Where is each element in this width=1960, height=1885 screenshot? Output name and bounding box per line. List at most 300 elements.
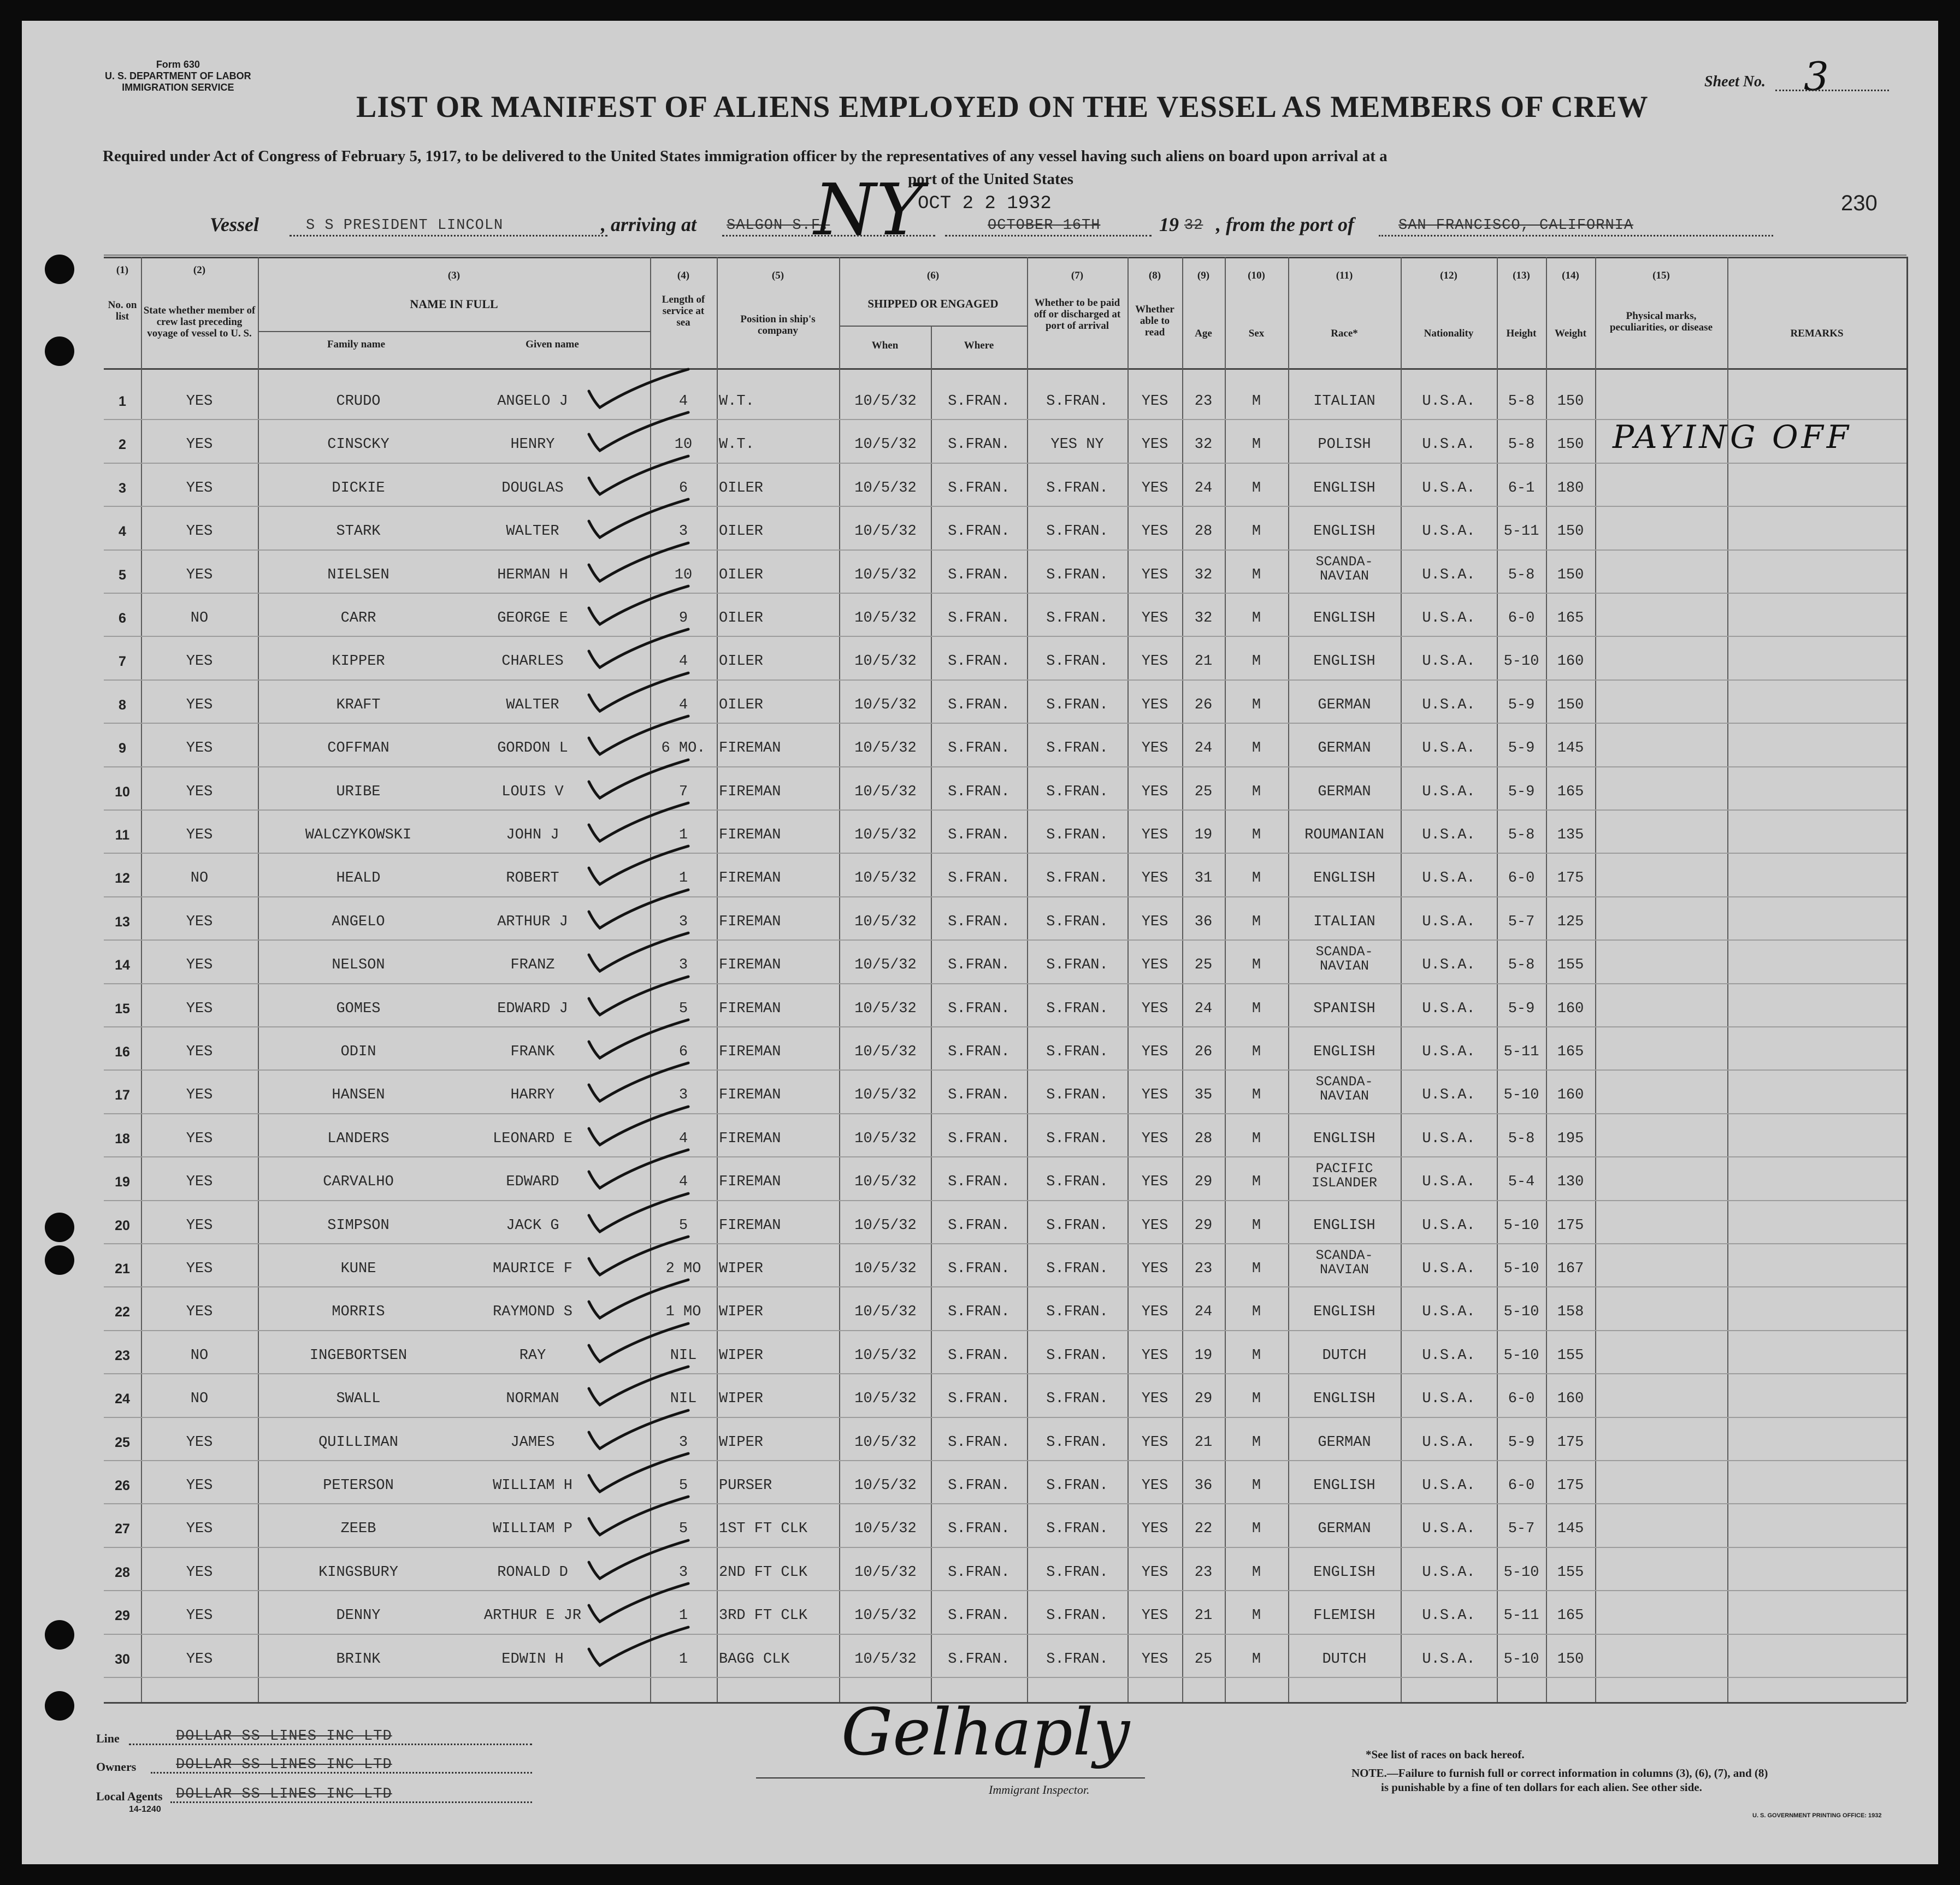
cell-family: KRAFT <box>336 696 381 713</box>
cell-service: NIL <box>670 1391 697 1408</box>
cell-position: OILER <box>719 566 764 583</box>
cell-service: 4 <box>678 696 688 713</box>
cell-service: 10 <box>674 566 693 583</box>
cell-service: 1 MO <box>665 1304 701 1321</box>
cell-height: 6-0 <box>1508 610 1535 627</box>
col4-number: (4) <box>677 270 690 281</box>
cell-position: FIREMAN <box>719 1000 781 1017</box>
cell-given: WILLIAM H <box>493 1478 572 1494</box>
cell-no: 24 <box>115 1391 130 1407</box>
cell-age: 21 <box>1194 1608 1213 1624</box>
cell-age: 32 <box>1194 436 1213 453</box>
cell-weight: 145 <box>1557 740 1584 757</box>
cell-height: 5-11 <box>1503 523 1539 540</box>
cell-prev: NO <box>190 610 209 627</box>
from-port-label: , from the port of <box>1216 214 1355 235</box>
cell-read: YES <box>1141 480 1168 497</box>
cell-read: YES <box>1141 1347 1168 1364</box>
cell-position: FIREMAN <box>719 783 781 800</box>
cell-given: LOUIS V <box>501 783 564 800</box>
col6-title: SHIPPED OR ENGAGED <box>867 297 999 310</box>
cell-race: ROUMANIAN <box>1304 827 1384 843</box>
cell-paid: S.FRAN. <box>1046 1434 1108 1451</box>
cell-height: 5-4 <box>1508 1174 1535 1191</box>
cell-service: 3 <box>678 957 688 974</box>
cell-age: 36 <box>1194 1478 1213 1494</box>
cell-family: HEALD <box>336 870 381 887</box>
cell-where: S.FRAN. <box>948 1608 1010 1624</box>
cell-age: 23 <box>1194 1564 1213 1581</box>
cell-position: W.T. <box>719 393 754 410</box>
cell-race: SCANDA- NAVIAN <box>1315 944 1373 974</box>
cell-read: YES <box>1141 740 1168 757</box>
cell-where: S.FRAN. <box>948 1044 1010 1060</box>
cell-service: 5 <box>678 1478 688 1494</box>
cell-race: ENGLISH <box>1313 1217 1375 1234</box>
cell-race: ENGLISH <box>1313 1478 1375 1494</box>
cell-age: 24 <box>1194 1000 1213 1017</box>
cell-age: 24 <box>1194 480 1213 497</box>
remarks-title: REMARKS <box>1790 328 1844 339</box>
cell-weight: 165 <box>1557 610 1584 627</box>
cell-weight: 175 <box>1557 870 1584 887</box>
cell-read: YES <box>1141 1304 1168 1321</box>
cell-paid: S.FRAN. <box>1046 740 1108 757</box>
cell-given: HERMAN H <box>497 566 568 583</box>
printing-office: U. S. GOVERNMENT PRINTING OFFICE: 1932 <box>1752 1812 1882 1819</box>
cell-race: ENGLISH <box>1313 1564 1375 1581</box>
cell-when: 10/5/32 <box>854 523 917 540</box>
cell-race: ENGLISH <box>1313 1044 1375 1060</box>
cell-position: FIREMAN <box>719 1217 781 1234</box>
cell-where: S.FRAN. <box>948 480 1010 497</box>
cell-given: GORDON L <box>497 740 568 757</box>
col3-given-name: Given name <box>526 339 579 350</box>
cell-paid: S.FRAN. <box>1046 1304 1108 1321</box>
cell-paid: S.FRAN. <box>1046 1217 1108 1234</box>
col2-number: (2) <box>193 264 206 276</box>
cell-sex: M <box>1251 480 1261 497</box>
cell-read: YES <box>1141 827 1168 843</box>
cell-service: 3 <box>678 1564 688 1581</box>
cell-when: 10/5/32 <box>854 1521 917 1538</box>
cell-position: WIPER <box>719 1434 764 1451</box>
cell-paid: S.FRAN. <box>1046 1608 1108 1624</box>
cell-weight: 130 <box>1557 1174 1584 1191</box>
cell-service: 3 <box>678 523 688 540</box>
cell-no: 26 <box>115 1478 130 1493</box>
cell-position: OILER <box>719 480 764 497</box>
cell-service: NIL <box>670 1347 697 1364</box>
subtitle-line-1: Required under Act of Congress of February 5, 1917, to be delivered to the United States immigration officer by the representatives of any vessel having such aliens on board upon arrival at a <box>103 147 1388 165</box>
cell-read: YES <box>1141 566 1168 583</box>
col10-title: Sex <box>1248 328 1265 339</box>
cell-service: 5 <box>678 1000 688 1017</box>
cell-paid: S.FRAN. <box>1046 827 1108 843</box>
cell-read: YES <box>1141 1651 1168 1668</box>
cell-family: CRUDO <box>336 393 381 410</box>
cell-given: RAYMOND S <box>493 1304 572 1321</box>
cell-nationality: U.S.A. <box>1422 653 1475 670</box>
cell-where: S.FRAN. <box>948 566 1010 583</box>
cell-nationality: U.S.A. <box>1422 783 1475 800</box>
cell-race: SPANISH <box>1313 1000 1375 1017</box>
cell-sex: M <box>1251 653 1261 670</box>
cell-height: 5-10 <box>1503 1347 1539 1364</box>
cell-where: S.FRAN. <box>948 1391 1010 1408</box>
cell-age: 22 <box>1194 1521 1213 1538</box>
cell-nationality: U.S.A. <box>1422 740 1475 757</box>
cell-paid: S.FRAN. <box>1046 566 1108 583</box>
cell-where: S.FRAN. <box>948 740 1010 757</box>
cell-paid: S.FRAN. <box>1046 1651 1108 1668</box>
cell-no: 29 <box>115 1608 130 1624</box>
cell-read: YES <box>1141 783 1168 800</box>
cell-age: 29 <box>1194 1391 1213 1408</box>
cell-where: S.FRAN. <box>948 1434 1010 1451</box>
cell-nationality: U.S.A. <box>1422 1434 1475 1451</box>
cell-sex: M <box>1251 1347 1261 1364</box>
cell-weight: 165 <box>1557 1044 1584 1060</box>
cell-age: 29 <box>1194 1217 1213 1234</box>
cell-given: RAY <box>519 1347 546 1364</box>
cell-service: 1 <box>678 870 688 887</box>
cell-nationality: U.S.A. <box>1422 1044 1475 1060</box>
cell-sex: M <box>1251 870 1261 887</box>
cell-family: QUILLIMAN <box>318 1434 398 1451</box>
cell-nationality: U.S.A. <box>1422 1261 1475 1277</box>
cell-service: 10 <box>674 436 693 453</box>
cell-when: 10/5/32 <box>854 1304 917 1321</box>
cell-position: FIREMAN <box>719 957 781 974</box>
cell-race: GERMAN <box>1318 740 1371 757</box>
cell-where: S.FRAN. <box>948 827 1010 843</box>
cell-sex: M <box>1251 1217 1261 1234</box>
cell-read: YES <box>1141 1087 1168 1104</box>
cell-prev: YES <box>186 436 213 453</box>
col13-number: (13) <box>1513 270 1530 281</box>
cell-sex: M <box>1251 827 1261 843</box>
cell-no: 20 <box>115 1218 130 1233</box>
cell-race: DUTCH <box>1322 1651 1367 1668</box>
cell-read: YES <box>1141 913 1168 930</box>
cell-service: 3 <box>678 1434 688 1451</box>
cell-family: INGEBORTSEN <box>309 1347 408 1364</box>
cell-age: 25 <box>1194 1651 1213 1668</box>
col6-when: When <box>871 340 899 351</box>
cell-position: WIPER <box>719 1347 764 1364</box>
cell-position: OILER <box>719 653 764 670</box>
cell-read: YES <box>1141 1521 1168 1538</box>
cell-service: 3 <box>678 913 688 930</box>
inspector-label: Immigrant Inspector. <box>989 1783 1090 1797</box>
cell-race: SCANDA- NAVIAN <box>1315 1074 1373 1104</box>
col6-number: (6) <box>926 270 940 281</box>
cell-weight: 165 <box>1557 783 1584 800</box>
cell-where: S.FRAN. <box>948 1478 1010 1494</box>
cell-prev: YES <box>186 523 213 540</box>
punch-hole <box>45 1691 74 1721</box>
cell-when: 10/5/32 <box>854 1130 917 1147</box>
cell-where: S.FRAN. <box>948 436 1010 453</box>
cell-when: 10/5/32 <box>854 1651 917 1668</box>
cell-read: YES <box>1141 1391 1168 1408</box>
cell-service: 9 <box>678 610 688 627</box>
cell-race: ENGLISH <box>1313 480 1375 497</box>
cell-when: 10/5/32 <box>854 913 917 930</box>
cell-prev: YES <box>186 480 213 497</box>
cell-sex: M <box>1251 1434 1261 1451</box>
cell-position: OILER <box>719 523 764 540</box>
cell-weight: 160 <box>1557 1087 1584 1104</box>
cell-given: FRANZ <box>510 957 555 974</box>
cell-race: ENGLISH <box>1313 1304 1375 1321</box>
cell-prev: YES <box>186 1651 213 1668</box>
col2-title: State whether member of crew last preceding voyage of vessel to U. S. <box>143 305 256 339</box>
cell-given: JAMES <box>510 1434 555 1451</box>
cell-height: 5-7 <box>1508 1521 1535 1538</box>
cell-prev: YES <box>186 957 213 974</box>
cell-service: 4 <box>678 1174 688 1191</box>
cell-nationality: U.S.A. <box>1422 1651 1475 1668</box>
col5-number: (5) <box>771 270 784 281</box>
cell-no: 14 <box>115 958 130 973</box>
cell-family: SWALL <box>336 1391 381 1408</box>
cell-family: ANGELO <box>332 913 385 930</box>
cell-weight: 175 <box>1557 1217 1584 1234</box>
inspector-signature: Gelhaply <box>841 1694 1130 1770</box>
cell-given: CHARLES <box>501 653 564 670</box>
cell-where: S.FRAN. <box>948 610 1010 627</box>
cell-paid: S.FRAN. <box>1046 957 1108 974</box>
cell-nationality: U.S.A. <box>1422 523 1475 540</box>
sheet-number-label: Sheet No. <box>1704 73 1766 90</box>
cell-given: WILLIAM P <box>493 1521 572 1538</box>
cell-weight: 167 <box>1557 1261 1584 1277</box>
cell-where: S.FRAN. <box>948 393 1010 410</box>
cell-no: 7 <box>119 654 126 670</box>
cell-family: KUNE <box>340 1261 376 1277</box>
cell-family: ODIN <box>340 1044 376 1060</box>
cell-weight: 180 <box>1557 480 1584 497</box>
cell-race: DUTCH <box>1322 1347 1367 1364</box>
cell-family: HANSEN <box>332 1087 385 1104</box>
cell-age: 25 <box>1194 957 1213 974</box>
cell-service: 2 MO <box>665 1261 701 1277</box>
cell-paid: S.FRAN. <box>1046 913 1108 930</box>
cell-height: 5-11 <box>1503 1608 1539 1624</box>
cell-service: 6 MO. <box>661 740 706 757</box>
cell-position: FIREMAN <box>719 870 781 887</box>
col9-title: Age <box>1195 328 1212 339</box>
cell-no: 25 <box>115 1434 130 1450</box>
cell-position: FIREMAN <box>719 913 781 930</box>
cell-sex: M <box>1251 1564 1261 1581</box>
col5-title: Position in ship's company <box>740 314 816 336</box>
cell-paid: S.FRAN. <box>1046 1478 1108 1494</box>
cell-age: 35 <box>1194 1087 1213 1104</box>
cell-no: 15 <box>115 1001 130 1017</box>
cell-prev: YES <box>186 1521 213 1538</box>
cell-no: 4 <box>119 524 126 540</box>
cell-weight: 135 <box>1557 827 1584 843</box>
agents-value: DOLLAR SS LINES INC LTD <box>176 1786 392 1803</box>
cell-height: 6-0 <box>1508 1391 1535 1408</box>
cell-family: CARVALHO <box>323 1174 394 1191</box>
service-name: IMMIGRATION SERVICE <box>122 82 234 93</box>
col11-number: (11) <box>1336 270 1353 281</box>
cell-family: DENNY <box>336 1608 381 1624</box>
cell-given: ARTHUR J <box>497 913 568 930</box>
owners-value: DOLLAR SS LINES INC LTD <box>176 1757 392 1773</box>
cell-given: ROBERT <box>506 870 559 887</box>
cell-service: 1 <box>678 827 688 843</box>
cell-nationality: U.S.A. <box>1422 696 1475 713</box>
cell-age: 23 <box>1194 1261 1213 1277</box>
cell-family: STARK <box>336 523 381 540</box>
cell-service: 4 <box>678 653 688 670</box>
cell-prev: YES <box>186 1174 213 1191</box>
cell-height: 5-9 <box>1508 696 1535 713</box>
cell-race: GERMAN <box>1318 1521 1371 1538</box>
cell-sex: M <box>1251 740 1261 757</box>
department-name: U. S. DEPARTMENT OF LABOR <box>105 70 251 81</box>
cell-where: S.FRAN. <box>948 1174 1010 1191</box>
cell-when: 10/5/32 <box>854 1478 917 1494</box>
cell-race: SCANDA- NAVIAN <box>1315 1248 1373 1278</box>
cell-nationality: U.S.A. <box>1422 566 1475 583</box>
cell-family: NELSON <box>332 957 385 974</box>
cell-nationality: U.S.A. <box>1422 1391 1475 1408</box>
cell-nationality: U.S.A. <box>1422 1347 1475 1364</box>
cell-when: 10/5/32 <box>854 827 917 843</box>
cell-height: 5-9 <box>1508 783 1535 800</box>
cell-service: 1 <box>678 1651 688 1668</box>
cell-service: 4 <box>678 1130 688 1147</box>
cell-paid: S.FRAN. <box>1046 1391 1108 1408</box>
cell-nationality: U.S.A. <box>1422 1174 1475 1191</box>
cell-sex: M <box>1251 1651 1261 1668</box>
cell-family: MORRIS <box>332 1304 385 1321</box>
cell-nationality: U.S.A. <box>1422 1087 1475 1104</box>
cell-given: WALTER <box>506 696 559 713</box>
cell-no: 16 <box>115 1044 130 1060</box>
cell-given: ARTHUR E JR <box>483 1608 582 1624</box>
cell-height: 5-8 <box>1508 957 1535 974</box>
cell-weight: 155 <box>1557 1564 1584 1581</box>
cell-paid: S.FRAN. <box>1046 696 1108 713</box>
cell-read: YES <box>1141 393 1168 410</box>
cell-when: 10/5/32 <box>854 696 917 713</box>
cell-service: 5 <box>678 1521 688 1538</box>
cell-no: 3 <box>119 480 126 496</box>
cell-position: PURSER <box>719 1478 772 1494</box>
checkmark-icon <box>587 1624 690 1676</box>
cell-given: JOHN J <box>506 827 559 843</box>
cell-sex: M <box>1251 610 1261 627</box>
cell-weight: 150 <box>1557 393 1584 410</box>
cell-weight: 158 <box>1557 1304 1584 1321</box>
line-value: DOLLAR SS LINES INC LTD <box>176 1728 392 1745</box>
cell-race: ENGLISH <box>1313 610 1375 627</box>
cell-family: GOMES <box>336 1000 381 1017</box>
cell-height: 5-8 <box>1508 827 1535 843</box>
cell-family: KINGSBURY <box>318 1564 398 1581</box>
col3-title: NAME IN FULL <box>410 297 498 311</box>
cell-race: SCANDA- NAVIAN <box>1315 553 1373 584</box>
col11-title: Race* <box>1331 328 1358 339</box>
cell-family: BRINK <box>336 1651 381 1668</box>
col12-number: (12) <box>1440 270 1457 281</box>
cell-position: OILER <box>719 610 764 627</box>
punch-hole <box>45 255 74 284</box>
col7-title: Whether to be paid off or discharged at port of arrival <box>1034 297 1121 332</box>
cell-read: YES <box>1141 610 1168 627</box>
col13-title: Height <box>1506 328 1537 339</box>
cell-read: YES <box>1141 653 1168 670</box>
cell-read: YES <box>1141 870 1168 887</box>
cell-height: 5-10 <box>1503 1217 1539 1234</box>
cell-read: YES <box>1141 696 1168 713</box>
cell-service: 7 <box>678 783 688 800</box>
cell-race: ENGLISH <box>1313 523 1375 540</box>
cell-age: 25 <box>1194 783 1213 800</box>
vessel-label: Vessel <box>210 214 259 235</box>
cell-service: 1 <box>678 1608 688 1624</box>
cell-paid: S.FRAN. <box>1046 653 1108 670</box>
cell-family: CINSCKY <box>327 436 389 453</box>
cell-position: 1ST FT CLK <box>719 1521 808 1538</box>
cell-given: HENRY <box>510 436 555 453</box>
cell-service: 4 <box>678 393 688 410</box>
cell-prev: YES <box>186 1217 213 1234</box>
cell-when: 10/5/32 <box>854 1000 917 1017</box>
cell-position: FIREMAN <box>719 1130 781 1147</box>
cell-no: 19 <box>115 1174 130 1190</box>
cell-race: POLISH <box>1318 436 1371 453</box>
cell-no: 2 <box>119 437 126 453</box>
col7-number: (7) <box>1071 270 1084 281</box>
cell-paid: S.FRAN. <box>1046 610 1108 627</box>
cell-family: DICKIE <box>332 480 385 497</box>
cell-race: ENGLISH <box>1313 1130 1375 1147</box>
year-prefix: 19 <box>1159 214 1179 235</box>
cell-family: NIELSEN <box>327 566 389 583</box>
cell-nationality: U.S.A. <box>1422 1521 1475 1538</box>
cell-nationality: U.S.A. <box>1422 480 1475 497</box>
cell-read: YES <box>1141 1478 1168 1494</box>
cell-age: 26 <box>1194 1044 1213 1060</box>
cell-when: 10/5/32 <box>854 1044 917 1060</box>
cell-height: 5-10 <box>1503 1564 1539 1581</box>
cell-paid: S.FRAN. <box>1046 1174 1108 1191</box>
cell-prev: NO <box>190 870 209 887</box>
cell-no: 21 <box>115 1261 130 1277</box>
cell-where: S.FRAN. <box>948 1000 1010 1017</box>
col1-number: (1) <box>116 264 129 276</box>
cell-position: W.T. <box>719 436 754 453</box>
cell-sex: M <box>1251 783 1261 800</box>
cell-prev: YES <box>186 1087 213 1104</box>
cell-age: 21 <box>1194 653 1213 670</box>
cell-paid: S.FRAN. <box>1046 393 1108 410</box>
cell-read: YES <box>1141 1564 1168 1581</box>
cell-where: S.FRAN. <box>948 1087 1010 1104</box>
cell-when: 10/5/32 <box>854 480 917 497</box>
cell-where: S.FRAN. <box>948 1304 1010 1321</box>
cell-height: 5-10 <box>1503 653 1539 670</box>
cell-when: 10/5/32 <box>854 870 917 887</box>
